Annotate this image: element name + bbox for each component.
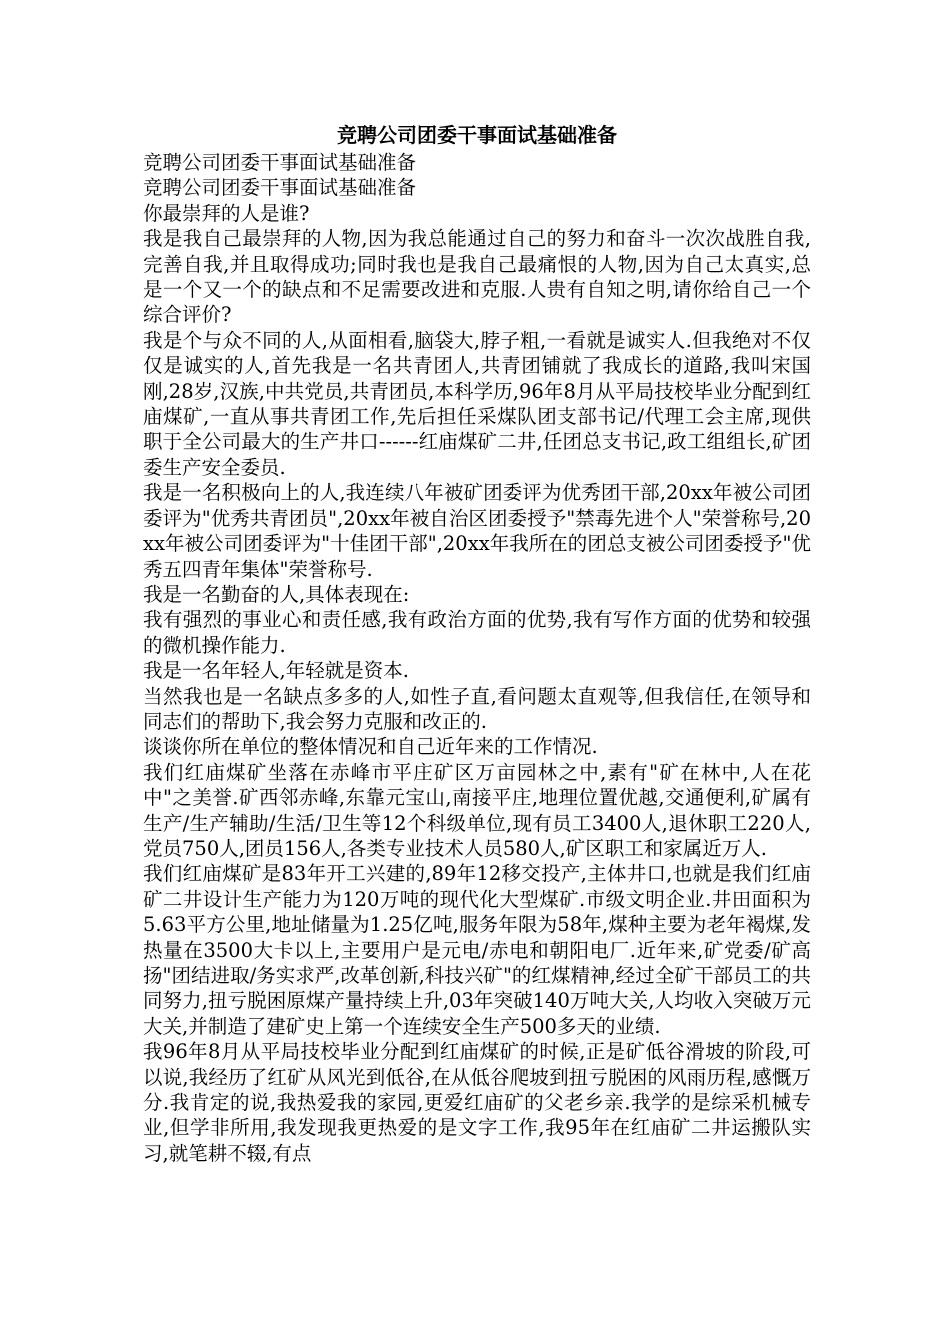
paragraph: 我们红庙煤矿是83年开工兴建的,89年12移交投产,主体井口,也就是我们红庙矿二井设计生产能力为120万吨的现代化大型煤矿.市级文明企业.井田面积为5.63平方公里,地址储量为1.25亿吨,服务年限为58年,煤种主要为老年褐煤,发热量在3500大卡以上,主要用户是元电/赤电和朝阳电厂.近年来,矿党委/矿高扬"团结进取/务实求严,改革创新,科技兴矿"的红煤精神,经过全矿干部员工的共同努力,扭亏脱困原煤产量持续上升,03年突破140万吨大关,人均收入突破万元大关,并制造了建矿史上第一个连续安全生产500多天的业绩. [143, 862, 811, 1038]
paragraph: 我是一名年轻人,年轻就是资本. [143, 659, 409, 683]
document-title: 竞聘公司团委干事面试基础准备 [337, 123, 617, 147]
paragraph: 我是我自己最崇拜的人物,因为我总能通过自己的努力和奋斗一次次战胜自我,完善自我,并且取得成功;同时我也是我自己最痛恨的人物,因为自己太真实,总是一个又一个的缺点和不足需要改进和克服.人贵有自知之明,请你给自己一个综合评价? [143, 227, 811, 327]
paragraph: 我是个与众不同的人,从面相看,脑袋大,脖子粗,一看就是诚实人.但我绝对不仅仅是诚实的人,首先我是一名共青团人,共青团铺就了我成长的道路,我叫宋国刚,28岁,汉族,中共党员,共青团员,本科学历,96年8月从平局技校毕业分配到红庙煤矿,一直从事共青团工作,先后担任采煤队团支部书记/代理工会主席,现供职于全公司最大的生产井口------红庙煤矿二井,任团总支书记,政工组组长,矿团委生产安全委员. [143, 328, 811, 479]
paragraph: 我是一名积极向上的人,我连续八年被矿团委评为优秀团干部,20xx年被公司团委评为"优秀共青团员",20xx年被自治区团委授予"禁毒先进个人"荣誉称号,20xx年被公司团委评为"十佳团干部",20xx年我所在的团总支被公司团委授予"优秀五四青年集体"荣誉称号. [143, 481, 811, 581]
paragraph: 竞聘公司团委干事面试基础准备 [143, 176, 417, 200]
paragraph: 我有强烈的事业心和责任感,我有政治方面的优势,我有写作方面的优势和较强的微机操作能力. [143, 608, 811, 657]
document-body [143, 150, 811, 1166]
paragraph: 谈谈你所在单位的整体情况和自己近年来的工作情况. [143, 735, 598, 759]
paragraph: 竞聘公司团委干事面试基础准备 [143, 151, 417, 174]
paragraph: 我是一名勤奋的人,具体表现在: [143, 582, 410, 606]
document-page [143, 122, 811, 1166]
paragraph: 我96年8月从平局技校毕业分配到红庙煤矿的时候,正是矿低谷滑坡的阶段,可以说,我经历了红矿从风光到低谷,在从低谷爬坡到扭亏脱困的风雨历程,感慨万分.我肯定的说,我热爱我的家园,更爱红庙矿的父老乡亲.我学的是综采机械专业,但学非所用,我发现我更热爱的是文字工作,我95年在红庙矿二井运搬队实习,就笔耕不辍,有点 [143, 1040, 811, 1165]
paragraph: 我们红庙煤矿坐落在赤峰市平庄矿区万亩园林之中,素有"矿在林中,人在花中"之美誉.矿西邻赤峰,东靠元宝山,南接平庄,地理位置优越,交通便利,矿属有生产/生产辅助/生活/卫生等12个科级单位,现有员工3400人,退休职工220人,党员750人,团员156人,各类专业技术人员580人,矿区职工和家属近万人. [143, 760, 811, 860]
paragraph: 你最崇拜的人是谁? [143, 201, 310, 225]
paragraph: 当然我也是一名缺点多多的人,如性子直,看问题太直观等,但我信任,在领导和同志们的帮助下,我会努力克服和改正的. [143, 684, 811, 733]
